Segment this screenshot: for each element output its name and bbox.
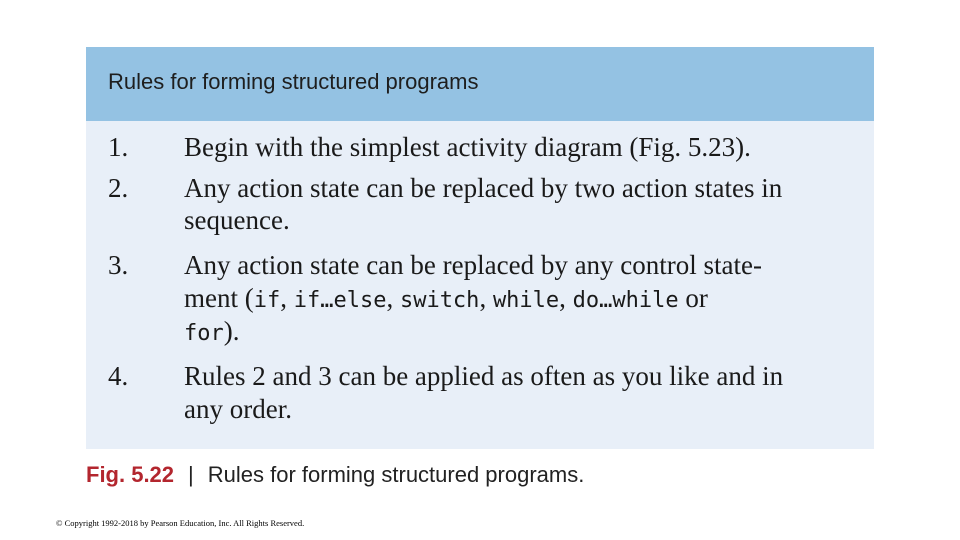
- code-keyword: if…else: [293, 288, 387, 313]
- text-fragment: ).: [223, 316, 240, 346]
- code-keyword: if: [253, 288, 281, 313]
- rule-text: Any action state can be replaced by any control state-: [184, 250, 763, 280]
- table-header: [86, 47, 874, 121]
- rule-text-continued: any order.: [184, 394, 292, 424]
- rule-text-continued: [184, 281, 854, 318]
- rule-number: 4.: [108, 361, 129, 391]
- code-keyword: for: [184, 321, 224, 346]
- caption-separator: |: [188, 462, 194, 487]
- copyright-notice: © Copyright 1992-2018 by Pearson Education, Inc. All Rights Reserved.: [56, 518, 305, 528]
- figure-caption: [86, 462, 584, 488]
- table-header-title: Rules for forming structured programs: [108, 69, 479, 94]
- rule-number: 2.: [108, 173, 129, 203]
- code-keyword: do…while: [572, 288, 679, 313]
- figure-label: Fig. 5.22: [86, 462, 175, 487]
- rule-text: Any action state can be replaced by two action states in: [184, 173, 783, 203]
- rule-text-continued: sequence.: [184, 205, 290, 235]
- rule-number: 3.: [108, 250, 129, 280]
- text-fragment: ,: [386, 283, 400, 313]
- text-fragment: or: [678, 283, 708, 313]
- caption-text: Rules for forming structured programs.: [207, 462, 585, 487]
- rules-table: [86, 47, 874, 449]
- rule-text: Rules 2 and 3 can be applied as often as you like and in: [184, 361, 784, 391]
- code-keyword: while: [492, 288, 560, 313]
- text-fragment: ,: [479, 283, 493, 313]
- text-fragment: ,: [280, 283, 294, 313]
- text-fragment: ,: [559, 283, 573, 313]
- rule-text-continued: [184, 314, 854, 351]
- code-keyword: switch: [399, 288, 480, 313]
- rule-text: Begin with the simplest activity diagram (Fig. 5.23).: [184, 132, 751, 162]
- text-fragment: ment (: [184, 283, 254, 313]
- rule-number: 1.: [108, 132, 129, 162]
